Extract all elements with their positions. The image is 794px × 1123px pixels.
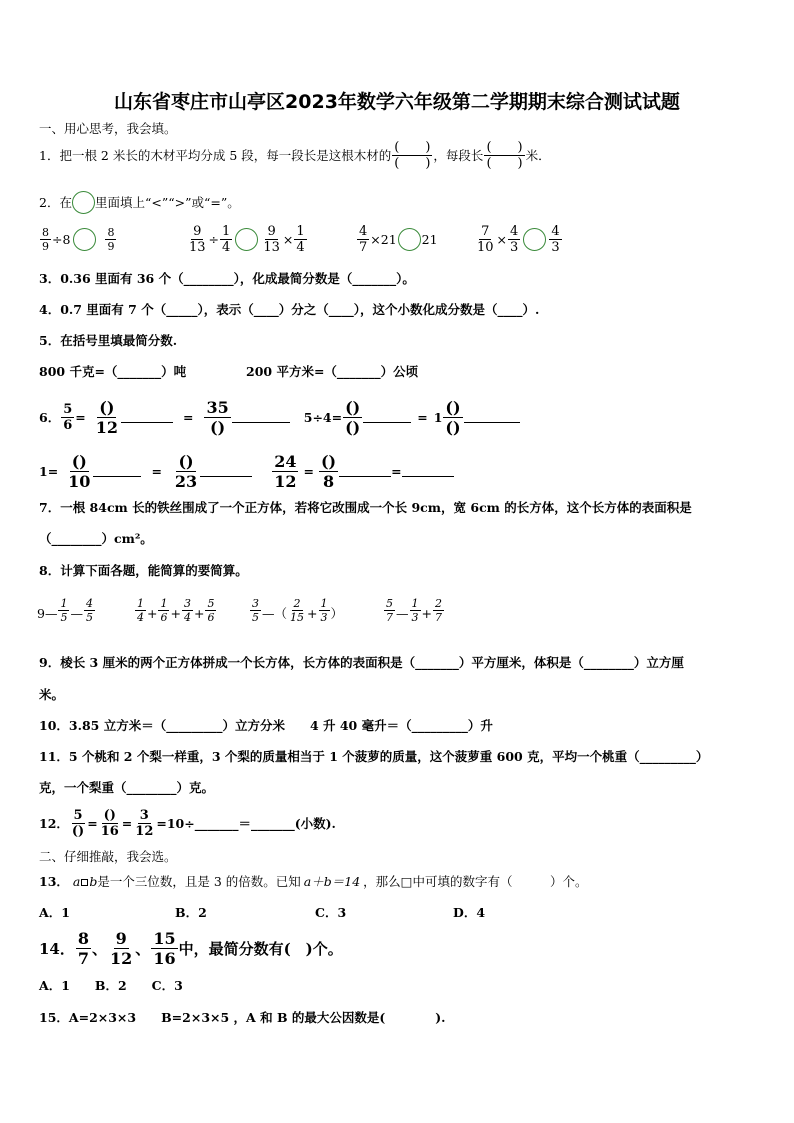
numerator: 8	[42, 226, 49, 239]
answer-blank[interactable]	[339, 476, 391, 477]
denominator: 23	[174, 472, 198, 491]
denominator: ()	[210, 418, 226, 437]
denominator: 10	[477, 240, 494, 255]
q5-item-a: 800 千克=（_______）吨	[39, 364, 187, 379]
operator: ×21	[370, 231, 397, 247]
numerator: 1	[60, 597, 68, 610]
question-10: 10．3.85 立方米＝（_________）立方分米 4 升 40 毫升＝（_________）升	[39, 718, 493, 733]
question-11-line-1: 11．5 个桃和 2 个梨一样重，3 个梨的质量相当于 1 个菠萝的质量，这个菠萝重 600 克，平均一个桃重（_________）	[39, 749, 709, 764]
whole-number: 1	[433, 409, 443, 425]
denominator: 5	[252, 611, 259, 624]
numerator: ()	[320, 452, 337, 471]
q6-mid-text: 5÷4=	[303, 409, 343, 425]
question-3: 3．0.36 里面有 36 个（________），化成最简分数是（_______）。	[39, 271, 415, 286]
q13-option-b[interactable]: B．2	[175, 905, 207, 920]
question-1	[39, 140, 551, 171]
equals-sign: =	[121, 815, 133, 831]
numerator: 5	[386, 597, 393, 610]
q2-expression-2	[186, 224, 308, 255]
denominator: 8	[322, 472, 335, 491]
q13-option-a[interactable]: A．1	[39, 905, 70, 920]
q12-rest: =10÷_______＝_______(小数).	[156, 815, 336, 831]
equals-sign: =	[183, 409, 194, 425]
numerator: 8	[77, 929, 90, 948]
answer-circle[interactable]	[398, 228, 421, 251]
numerator: 24	[274, 452, 297, 471]
numerator: 5	[73, 808, 83, 823]
square-box-icon	[81, 879, 88, 886]
operator: +	[193, 606, 205, 621]
denominator: 15	[290, 611, 305, 624]
answer-circle[interactable]	[235, 228, 258, 251]
question-14	[39, 929, 343, 968]
operator: +	[421, 606, 432, 621]
q2-expression-1	[39, 226, 117, 253]
operator: +	[147, 606, 158, 621]
numerator: 1	[137, 597, 144, 610]
question-9-line-1: 9．棱长 3 厘米的两个正方体拼成一个长方体，长方体的表面积是（_______）平方厘米，体积是（________）立方厘	[39, 655, 684, 670]
q14-options[interactable]: A．1 B．2 C．3	[39, 978, 183, 993]
denominator: 7	[386, 611, 393, 624]
numerator: 3	[252, 597, 259, 610]
page-title: 山东省枣庄市山亭区2023年数学六年级第二学期期末综合测试试题	[114, 91, 680, 113]
question-15: 15．A=2×3×3 B=2×3×5 ，A 和 B 的最大公因数是( ).	[39, 1010, 446, 1025]
separator: 、	[135, 940, 151, 958]
numerator: 8	[107, 226, 115, 239]
operator: +	[307, 606, 318, 621]
denominator: 9	[42, 240, 49, 253]
separator: 、	[92, 940, 108, 958]
equals-sign: =	[303, 463, 314, 479]
variable-b: b	[89, 874, 98, 889]
q2-expression-4	[474, 224, 563, 255]
operator: ÷	[208, 231, 220, 247]
numerator: 4	[359, 224, 368, 239]
question-9-line-2: 米。	[39, 687, 65, 702]
denominator: 7	[359, 240, 368, 255]
numerator: ()	[103, 808, 116, 823]
denominator: 7	[434, 611, 442, 624]
answer-blank[interactable]	[200, 476, 252, 477]
denominator: 6	[207, 611, 215, 624]
q8-expression-1	[37, 597, 96, 624]
answer-blank[interactable]	[232, 422, 290, 423]
q13-text-b: 是一个三位数，且是 3 的倍数。已知	[97, 874, 301, 889]
q13-text-c: ，那么□中可填的数字有（ ）个。	[363, 874, 588, 889]
answer-blank[interactable]	[93, 476, 141, 477]
q12-label: 12．	[39, 815, 69, 831]
denominator: ()	[445, 418, 461, 437]
denominator: ()	[71, 824, 85, 839]
left-paren: （	[274, 606, 288, 621]
denominator: ()	[345, 418, 361, 437]
equals-sign: =	[87, 815, 98, 831]
answer-blank[interactable]	[121, 422, 173, 423]
operator: —	[262, 606, 275, 621]
question-4: 4．0.7 里面有 7 个（_____），表示（____）分之（____），这个小数化成分数是（____）.	[39, 302, 540, 317]
answer-blank[interactable]	[464, 422, 520, 423]
question-11-line-2: 克，一个梨重（________）克。	[39, 780, 215, 795]
q14-text: 中，最简分数有( )个。	[178, 940, 343, 958]
denominator: 5	[60, 611, 68, 624]
numerator: 4	[551, 224, 560, 239]
question-2	[39, 191, 240, 214]
numerator: ()	[99, 398, 115, 417]
q1-text-a: 1．把一根 2 米长的木材平均分成 5 段，每一段长是这根木材的	[39, 147, 392, 163]
numerator: 5	[63, 402, 73, 417]
question-7-line-2: （________）cm²。	[39, 531, 153, 546]
right-paren: ）	[330, 606, 344, 621]
equals-sign: =	[391, 463, 402, 479]
equals-sign: =	[75, 409, 86, 425]
section-2-heading: 二、仔细推敲，我会选。	[39, 849, 177, 864]
q1-fraction-blank-1: $\frac{( )}{( )}$	[394, 140, 431, 171]
operator: —	[396, 606, 409, 621]
q1-fraction-blank-2: $\frac{( )}{( )}$	[486, 140, 523, 171]
numerator: 4	[510, 224, 519, 239]
question-5: 5．在括号里填最简分数.	[39, 333, 178, 348]
equals-sign: =	[417, 409, 428, 425]
denominator: 9	[107, 240, 115, 253]
answer-circle[interactable]	[523, 228, 546, 251]
question-7-line-1: 7．一根 84cm 长的铁丝围成了一个正方体，若将它改围成一个长 9cm，宽 6cm 的长方体，这个长方体的表面积是	[39, 500, 692, 515]
q8-expression-4	[383, 597, 445, 624]
numerator: 1	[160, 597, 168, 610]
q13-option-c[interactable]: C．3	[315, 905, 347, 920]
denominator: 12	[135, 824, 154, 839]
denominator: 13	[189, 240, 206, 255]
q5-item-b: 200 平方米=（_______）公顷	[246, 364, 419, 379]
numerator: 1	[296, 224, 305, 239]
q1-text-b: ，每段长	[433, 147, 484, 163]
denominator: 7	[77, 949, 90, 968]
numerator: 1	[320, 597, 328, 610]
question-13	[39, 874, 587, 890]
q13-label: 13．	[39, 874, 69, 889]
answer-circle[interactable]	[73, 228, 96, 251]
operator: —	[70, 606, 83, 621]
numerator: 9	[267, 224, 276, 239]
denominator: 10	[68, 472, 91, 491]
denominator: 3	[510, 240, 519, 255]
numerator: 3	[139, 808, 149, 823]
operator: ×	[496, 231, 508, 247]
denominator: 4	[183, 611, 191, 624]
variable-a: a	[72, 874, 81, 889]
q1-text-c: 米．	[525, 147, 551, 163]
denominator: 3	[411, 611, 419, 624]
denominator: 3	[551, 240, 560, 255]
q13-option-d[interactable]: D．4	[453, 905, 486, 920]
numerator: ()	[178, 452, 194, 471]
q2-expression-3	[356, 224, 438, 255]
numerator: 7	[481, 224, 490, 239]
numerator: 1	[222, 224, 231, 239]
q2-text-a: 2．在	[39, 194, 72, 210]
numerator: 15	[153, 929, 176, 948]
denominator: 12	[110, 949, 133, 968]
q8-e1-lead: 9—	[37, 606, 58, 621]
denominator: 6	[63, 418, 73, 433]
operator: +	[170, 606, 181, 621]
denominator: 5	[85, 611, 93, 624]
numerator: ()	[445, 398, 461, 417]
denominator: 16	[153, 949, 176, 968]
q6-label: 6．	[39, 409, 61, 425]
operator: ÷8	[52, 231, 71, 247]
numerator: 2	[293, 597, 301, 610]
numerator: ()	[71, 452, 87, 471]
numerator: 9	[193, 224, 202, 239]
denominator: 3	[320, 611, 328, 624]
denominator: 4	[137, 611, 144, 624]
denominator: 13	[263, 240, 280, 255]
numerator: 3	[183, 597, 191, 610]
numerator: 35	[206, 398, 229, 417]
operator: ×	[282, 231, 294, 247]
equals-sign: =	[151, 463, 162, 479]
denominator: 16	[100, 824, 119, 839]
value: 21	[421, 231, 438, 247]
denominator: 6	[160, 611, 168, 624]
numerator: 1	[411, 597, 419, 610]
numerator: ()	[345, 398, 361, 417]
q8-expression-3	[249, 597, 343, 624]
q6-line2-lead: 1=	[39, 463, 59, 479]
numerator: 4	[85, 597, 93, 610]
question-8: 8．计算下面各题，能简算的要简算。	[39, 563, 248, 578]
question-6-line-1	[39, 398, 520, 437]
q2-text-b: 里面填上“<”“>”或“=”。	[94, 194, 240, 210]
numerator: 5	[207, 597, 215, 610]
q13-condition: a＋b＝14	[303, 874, 361, 889]
denominator: 4	[296, 240, 305, 255]
denominator: 4	[222, 240, 231, 255]
answer-blank[interactable]	[363, 422, 411, 423]
q8-expression-2	[134, 597, 217, 624]
question-6-line-2	[39, 452, 454, 491]
denominator: 12	[274, 472, 297, 491]
numerator: 9	[115, 929, 127, 948]
denominator: 12	[95, 418, 118, 437]
answer-blank[interactable]	[402, 476, 454, 477]
q14-label: 14．	[39, 940, 75, 958]
answer-circle[interactable]	[72, 191, 95, 214]
section-1-heading: 一、用心思考，我会填。	[39, 121, 177, 136]
numerator: 2	[434, 597, 442, 610]
question-12	[39, 808, 336, 839]
